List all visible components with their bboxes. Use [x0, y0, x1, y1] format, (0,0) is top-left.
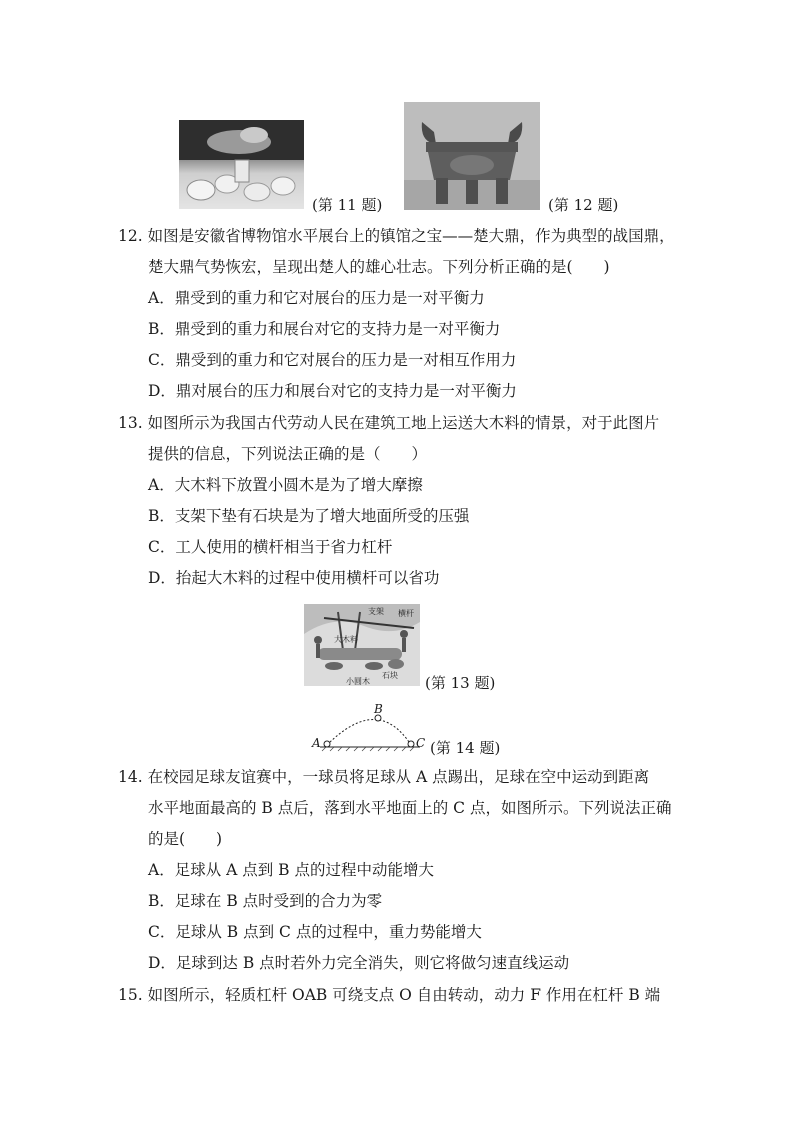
question-12-option-b[interactable]: B．鼎受到的重力和展台对它的支持力是一对平衡力	[148, 320, 501, 338]
question-14-stem-line-2: 水平地面最高的 B 点后，落到水平地面上的 C 点，如图所示。下列说法正确	[148, 799, 672, 817]
question-13-option-d[interactable]: D．抬起大木料的过程中使用横杆可以省功	[148, 569, 440, 587]
figure-14-label-b: B	[374, 702, 383, 716]
figure-14-trajectory	[310, 702, 434, 754]
figure-13-label-log: 小圆木	[346, 677, 370, 686]
question-14-option-a[interactable]: A．足球从 A 点到 B 点的过程中动能增大	[148, 861, 434, 879]
question-13-stem-line-2: 提供的信息，下列说法正确的是（ ）	[148, 445, 428, 463]
figure-13-caption: (第 13 题)	[425, 674, 496, 692]
question-12-option-a[interactable]: A．鼎受到的重力和它对展台的压力是一对平衡力	[148, 289, 485, 307]
question-12-stem-line-1: 12. 如图是安徽省博物馆水平展台上的镇馆之宝——楚大鼎，作为典型的战国鼎，	[118, 227, 675, 245]
figure-13-label-wood: 大木料	[334, 635, 358, 644]
figure-13-illustration	[304, 604, 420, 686]
question-12-option-c[interactable]: C．鼎受到的重力和它对展台的压力是一对相互作用力	[148, 351, 517, 369]
question-13-option-a[interactable]: A．大木料下放置小圆木是为了增大摩擦	[148, 476, 423, 494]
question-13-option-c[interactable]: C．工人使用的横杆相当于省力杠杆	[148, 538, 393, 556]
question-15-stem-line-1: 15. 如图所示，轻质杠杆 OAB 可绕支点 O 自由转动，动力 F 作用在杠杆 B 端	[118, 986, 661, 1004]
figure-13-label-support: 支架	[368, 607, 384, 616]
question-12-option-d[interactable]: D．鼎对展台的压力和展台对它的支持力是一对平衡力	[148, 382, 517, 400]
question-14-stem-line-3: 的是( )	[148, 830, 223, 848]
figure-11-photo	[179, 120, 304, 209]
question-14-stem-line-1: 14. 在校园足球友谊赛中，一球员将足球从 A 点踢出，足球在空中运动到距离	[118, 768, 650, 786]
figure-13-label-bar: 横杆	[398, 609, 414, 618]
question-14-option-b[interactable]: B．足球在 B 点时受到的合力为零	[148, 892, 383, 910]
question-13-option-b[interactable]: B．支架下垫有石块是为了增大地面所受的压强	[148, 507, 470, 525]
question-12-stem-line-2: 楚大鼎气势恢宏，呈现出楚人的雄心壮志。下列分析正确的是( )	[148, 258, 610, 276]
question-14-option-d[interactable]: D．足球到达 B 点时若外力完全消失，则它将做匀速直线运动	[148, 954, 570, 972]
figure-13-label-stone: 石块	[382, 671, 398, 680]
figure-11-caption: (第 11 题)	[312, 196, 383, 214]
figure-12-photo	[404, 102, 540, 210]
figure-14-label-c: C	[416, 736, 426, 750]
question-14-option-c[interactable]: C．足球从 B 点到 C 点的过程中，重力势能增大	[148, 923, 482, 941]
figure-14-caption: (第 14 题)	[430, 739, 501, 757]
figure-12-caption: (第 12 题)	[548, 196, 619, 214]
figure-14-label-a: A	[312, 736, 321, 750]
question-13-stem-line-1: 13. 如图所示为我国古代劳动人民在建筑工地上运送大木料的情景，对于此图片	[118, 414, 660, 432]
